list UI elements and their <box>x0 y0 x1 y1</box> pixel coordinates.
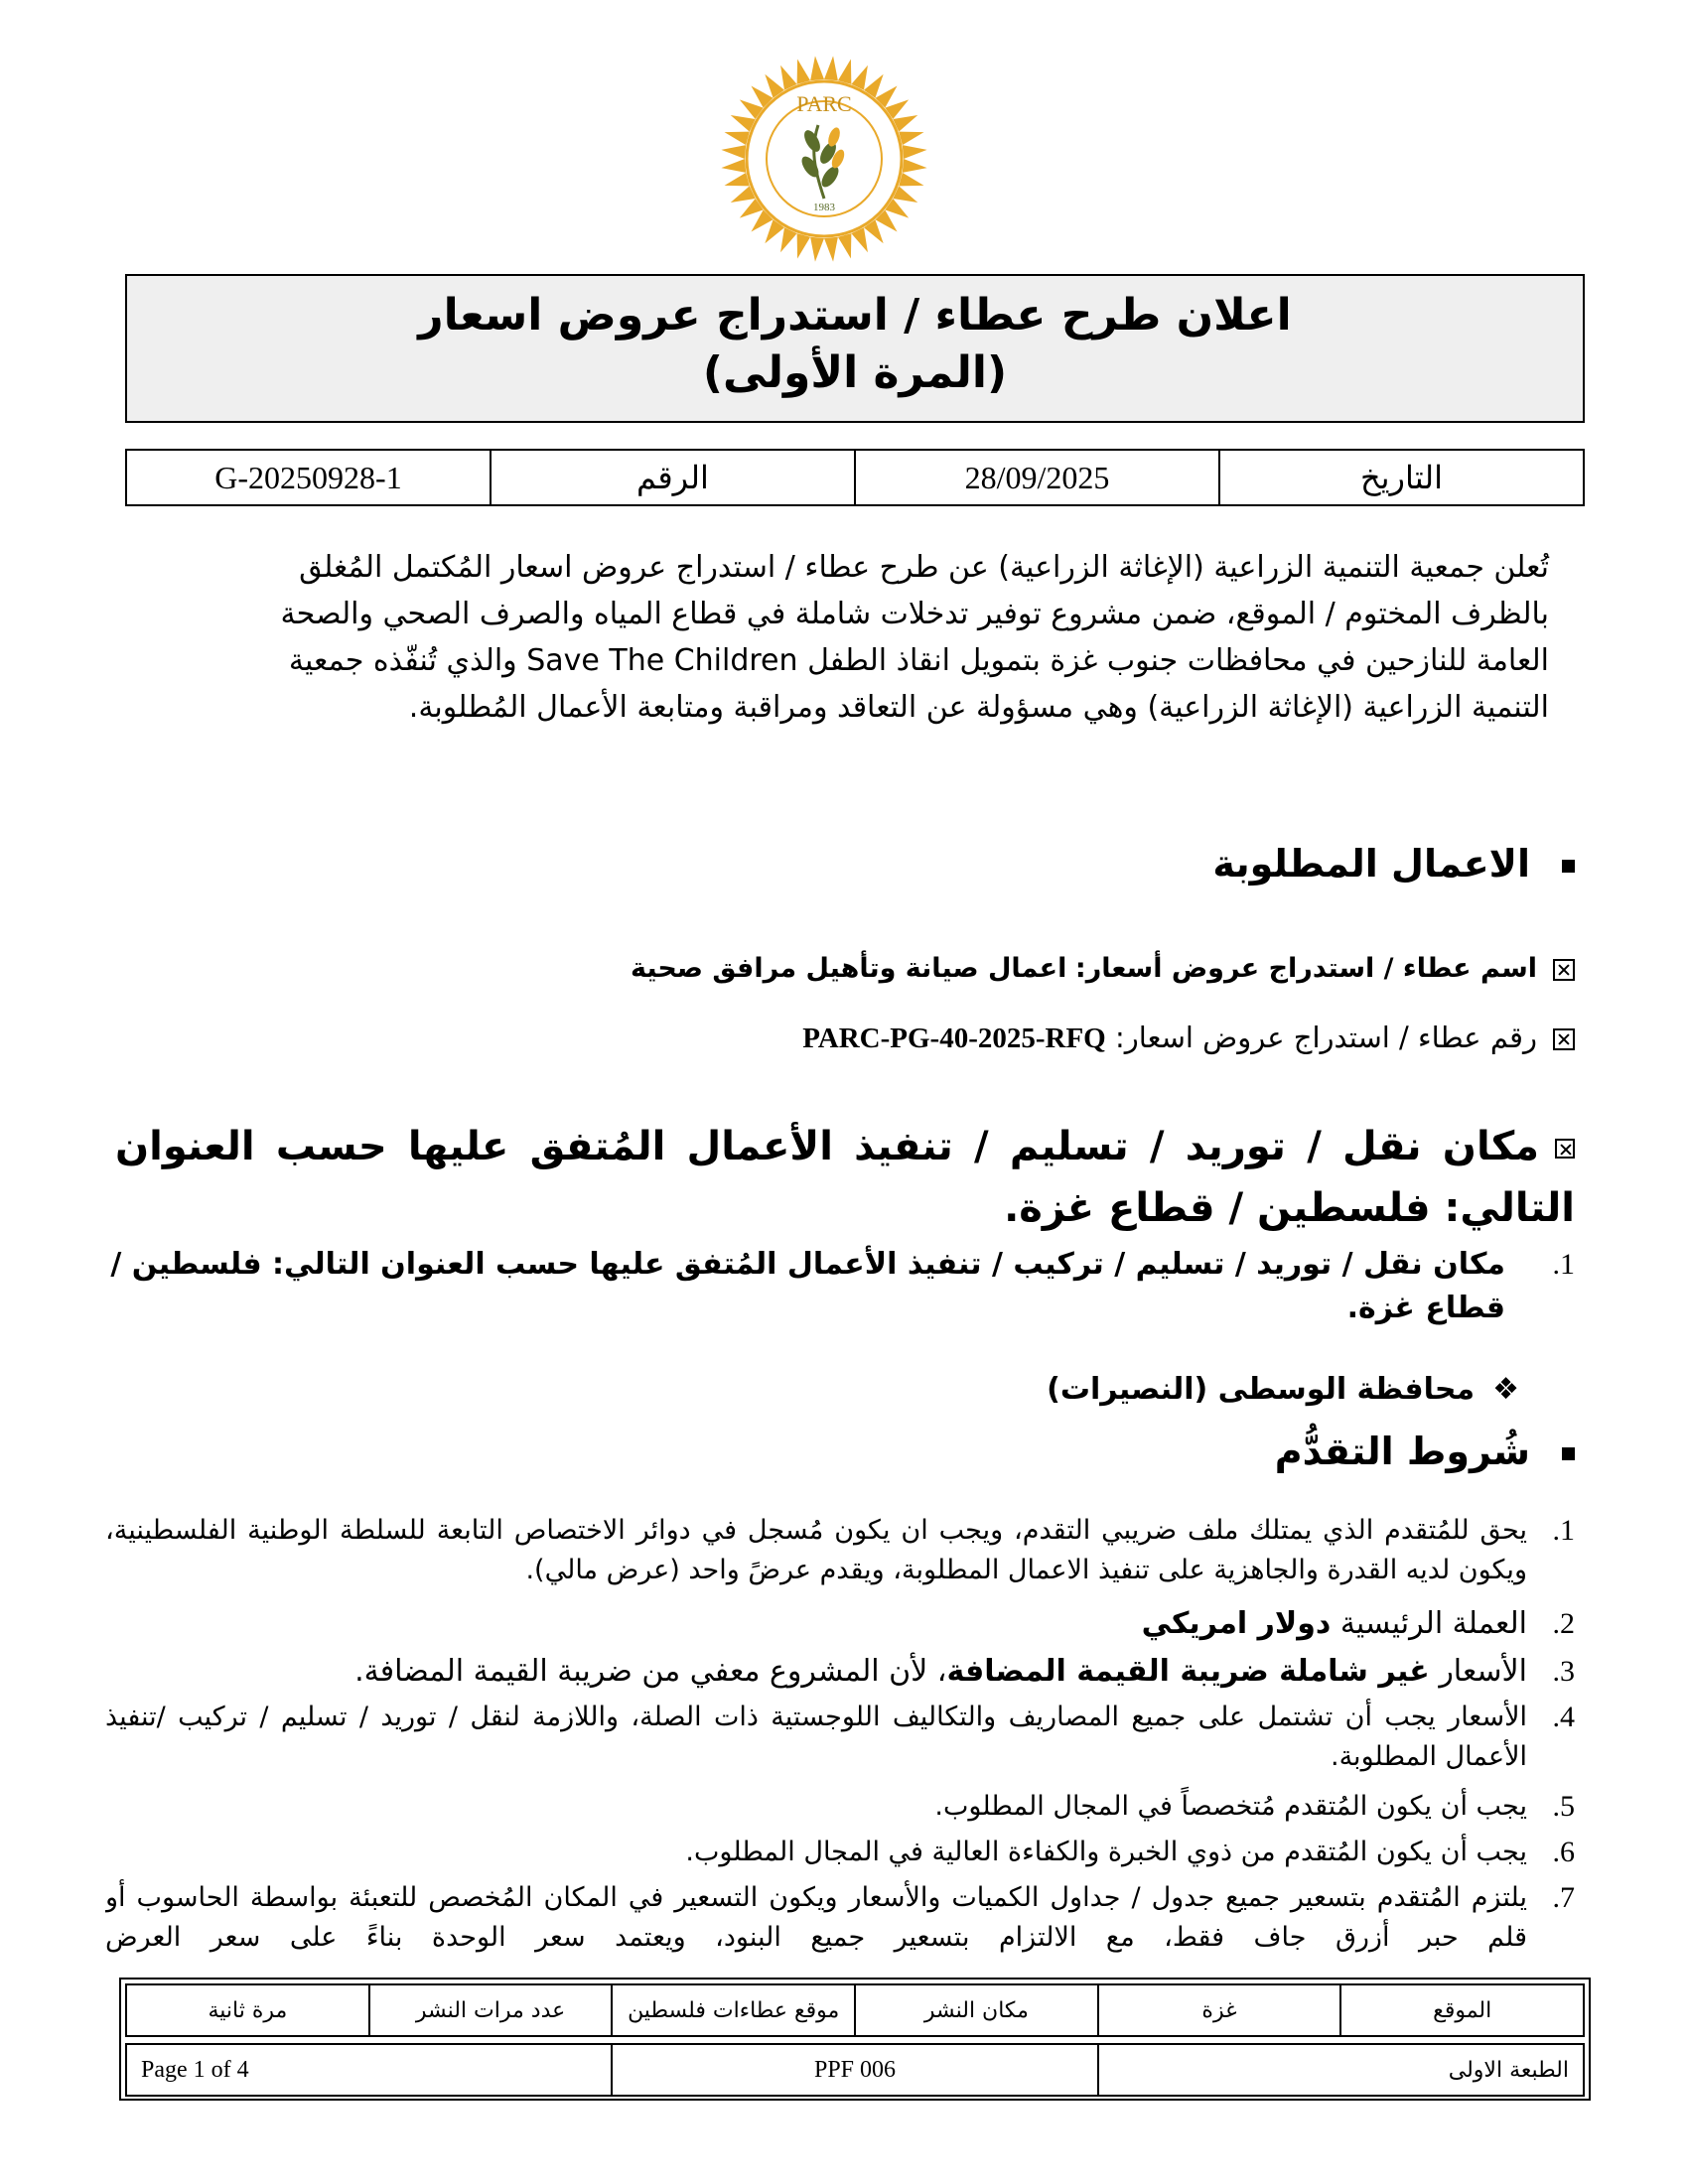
parc-logo <box>715 50 933 268</box>
sun-ray <box>810 237 824 262</box>
checked-box-icon <box>1553 1028 1575 1050</box>
number-value: G-20250928-1 <box>126 450 491 505</box>
footer-cell: عدد مرات النشر <box>369 1984 613 2036</box>
edition-cell: الطبعة الاولى <box>1098 2044 1584 2096</box>
diamond-bullet-icon: ❖ <box>1492 1372 1519 1407</box>
sun-ray <box>797 233 810 258</box>
sun-ray <box>797 60 810 84</box>
sun-ray <box>838 60 851 84</box>
sun-ray <box>810 56 824 80</box>
sun-ray <box>903 145 927 159</box>
location-item-1: 1. مكان نقل / توريد / تسليم / تركيب / تنفيذ الأعمال المُتفق عليها حسب العنوان التالي: فلسطين / قطاع غزة. <box>110 1247 1575 1325</box>
condition-item: 4. الأسعار يجب أن تشتمل على جميع المصاريف والتكاليف اللوجستية ذات الصلة، واللازمة لنقل / توريد / تسليم / تركيب /تنفيذ الأعمال المطلوبة. <box>105 1701 1575 1772</box>
condition-item: 1. يحق للمُتقدم الذي يمتلك ملف ضريبي التقدم، ويجب ان يكون مُسجل في دوائر الاختصاص التابعة للسلطة الوطنية الفلسطينية، ويكون لديه القدرة والجاهزية على تنفيذ الاعمال المطلوبة، ويقدم عرضً واحد (عرض مالي). <box>105 1514 1575 1585</box>
square-bullet-icon <box>1562 860 1575 873</box>
logo-brand: PARC <box>796 91 852 116</box>
sun-ray <box>899 173 923 186</box>
works-heading: الاعمال المطلوبة <box>1212 842 1575 886</box>
sun-ray <box>824 56 838 80</box>
footer-form-table <box>125 2043 1585 2097</box>
form-code-cell: PPF 006 <box>612 2044 1097 2096</box>
sun-ray <box>721 145 746 159</box>
info-table <box>125 449 1585 506</box>
sun-ray <box>824 237 838 262</box>
sun-ray <box>725 132 750 145</box>
page-number-cell: Page 1 of 4 <box>126 2044 612 2096</box>
date-value: 28/09/2025 <box>855 450 1219 505</box>
number-label: الرقم <box>491 450 855 505</box>
delivery-place: مكان نقل / توريد / تسليم / تنفيذ الأعمال المُتفق عليها حسب العنوان التالي: فلسطين / قطاع غزة. <box>115 1124 1575 1231</box>
sun-ray <box>903 159 927 173</box>
tender-number-label: رقم عطاء / استدراج عروض اسعار: <box>1114 1021 1537 1054</box>
footer-cell: مرة ثانية <box>126 1984 369 2036</box>
square-bullet-icon <box>1562 1447 1575 1460</box>
announcement-title-box <box>125 274 1585 423</box>
checked-box-icon <box>1553 959 1575 981</box>
sun-ray <box>725 173 750 186</box>
footer-cell: موقع عطاءات فلسطين <box>612 1984 855 2036</box>
footer-cell: غزة <box>1098 1984 1341 2036</box>
checked-box-icon <box>1555 1139 1575 1159</box>
tender-number-row <box>802 1021 1575 1055</box>
tender-name-value: اعمال صيانة وتأهيل مرافق صحية <box>630 953 1067 984</box>
condition-item: 5. يجب أن يكون المُتقدم مُتخصصاً في المجال المطلوب. <box>934 1790 1575 1823</box>
footer-cell: مكان النشر <box>855 1984 1098 2036</box>
sun-ray <box>838 233 851 258</box>
conditions-heading: شُروط التقدُّم <box>1275 1430 1575 1473</box>
condition-item: 2. العملة الرئيسية دولار امريكي <box>1141 1606 1575 1641</box>
sun-ray <box>721 159 746 173</box>
sub-location: ❖محافظة الوسطى (النصيرات) <box>1047 1372 1519 1407</box>
condition-item: 6. يجب أن يكون المُتقدم من ذوي الخبرة والكفاءة العالية في المجال المطلوب. <box>685 1836 1575 1868</box>
condition-item: 7. يلتزم المُتقدم بتسعير جميع جدول / جداول الكميات والأسعار ويكون التسعير في المكان المُخصص للتعبئة بواسطة الحاسوب أو قلم حبر أزرق جاف فقط، مع الالتزام بتسعير جميع البنود، ويعتمد سعر الوحدة بناءً على سعر العرض <box>105 1881 1575 1953</box>
tender-number-value: PARC-PG-40-2025-RFQ <box>802 1023 1106 1054</box>
footer-cell: الموقع <box>1340 1984 1584 2036</box>
tender-name-label: اسم عطاء / استدراج عروض أسعار: <box>1074 953 1537 984</box>
announcement-title: اعلان طرح عطاء / استدراج عروض اسعار <box>418 290 1292 341</box>
condition-item: 3. الأسعار غير شاملة ضريبة القيمة المضافة، لأن المشروع معفي من ضريبة القيمة المضافة. <box>354 1654 1575 1689</box>
announcement-subtitle: (المرة الأولى) <box>702 347 1008 398</box>
logo-year: 1983 <box>813 202 835 213</box>
sun-ray <box>899 132 923 145</box>
date-label: التاريخ <box>1219 450 1584 505</box>
footer-publish-table <box>125 1983 1585 2037</box>
tender-name-row <box>631 953 1575 984</box>
intro-paragraph: تُعلن جمعية التنمية الزراعية (الإغاثة الزراعية) عن طرح عطاء / استدراج عروض اسعار المُكتمل المُغلق بالظرف المختوم / الموقع، ضمن مشروع توفير تدخلات شاملة في قطاع المياه والصرف الصحي والصحة العامة للنازحين في محافظات جنوب غزة بتمويل انقاذ الطفل Save The Children والذي تُنفّذه جمعية التنمية الزراعية (الإغاثة الزراعية) وهي مسؤولة عن التعاقد ومراقبة ومتابعة الأعمال المُطلوبة. <box>280 550 1549 725</box>
